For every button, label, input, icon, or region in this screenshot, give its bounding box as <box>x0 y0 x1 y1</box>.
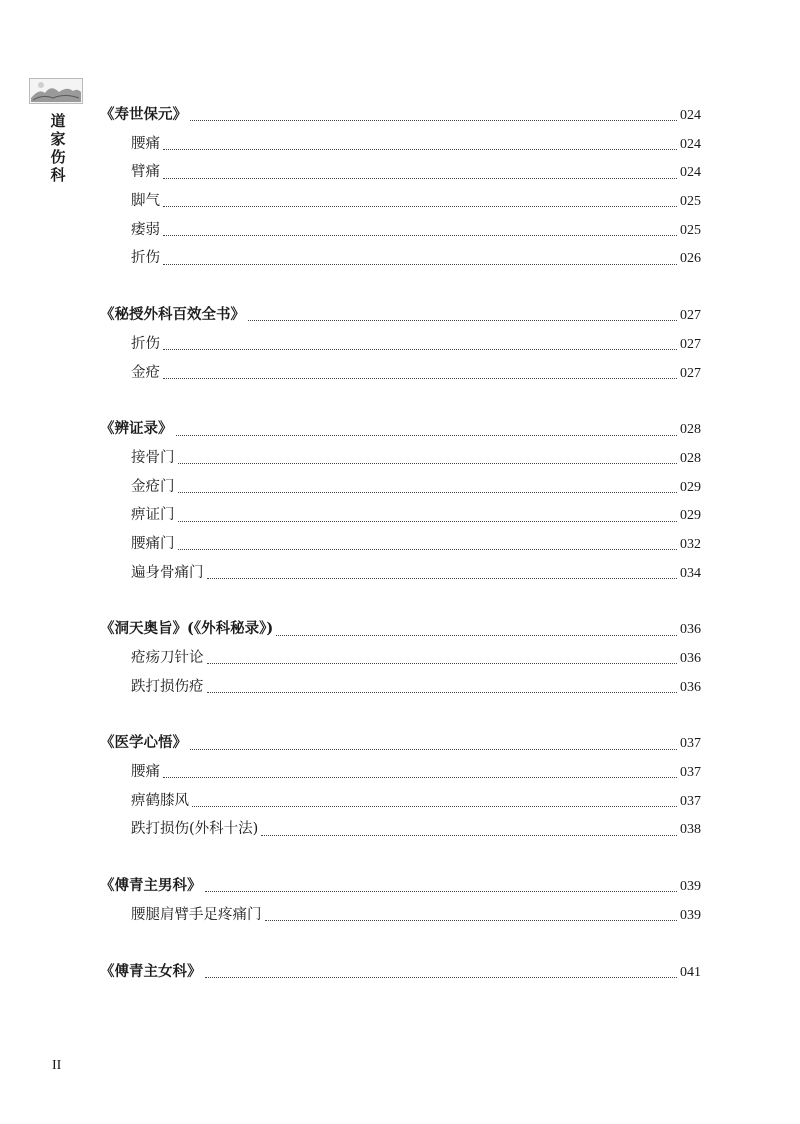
dot-leader <box>163 348 677 350</box>
page-number: 036 <box>680 651 701 666</box>
dot-leader <box>265 919 678 921</box>
page-number: 024 <box>680 108 701 123</box>
page-number: 036 <box>680 679 701 695</box>
section-title: 《洞天奥旨》(《外科秘录》) <box>100 620 274 638</box>
dot-leader <box>178 462 678 464</box>
toc-section-heading[interactable] <box>100 731 701 760</box>
page-number: 028 <box>680 450 701 466</box>
toc-entry[interactable] <box>100 475 701 504</box>
toc-entry[interactable] <box>100 789 701 818</box>
page-number: 038 <box>680 822 701 838</box>
landscape-emblem-icon <box>29 78 83 104</box>
section-title: 《傅青主男科》 <box>100 877 202 895</box>
dot-leader <box>190 119 677 121</box>
toc-entry[interactable] <box>100 218 701 247</box>
toc-entry[interactable] <box>100 532 701 561</box>
dot-leader <box>163 776 677 778</box>
dot-leader <box>163 263 677 265</box>
toc-entry[interactable] <box>100 903 701 932</box>
entry-label: 痿弱 <box>131 221 160 238</box>
toc-entry[interactable] <box>100 675 701 704</box>
page-number: 037 <box>680 736 701 752</box>
toc-entry[interactable] <box>100 189 701 218</box>
toc-section <box>100 417 701 589</box>
page-number: 037 <box>680 793 701 809</box>
table-of-contents <box>100 103 701 1016</box>
page-number: 034 <box>680 565 701 581</box>
page-number: 039 <box>680 907 701 923</box>
dot-leader <box>163 177 677 179</box>
dot-leader <box>207 577 678 579</box>
page-number: 029 <box>680 479 701 495</box>
toc-section-heading[interactable] <box>100 303 701 332</box>
toc-section <box>100 960 701 989</box>
entry-label: 疮疡刀针论 <box>131 650 204 666</box>
page-number: 036 <box>680 622 701 638</box>
title-char: 家 <box>50 130 66 148</box>
entry-label: 腰腿肩臂手足疼痛门 <box>131 906 262 923</box>
toc-entry[interactable] <box>100 503 701 532</box>
toc-section <box>100 731 701 846</box>
toc-section-heading[interactable] <box>100 617 701 646</box>
title-char: 道 <box>50 112 66 130</box>
section-title: 《秘授外科百效全书》 <box>100 306 245 324</box>
entry-label: 脚气 <box>131 193 160 210</box>
page-number: 041 <box>680 964 701 980</box>
toc-section-heading[interactable] <box>100 103 701 132</box>
page-number: 037 <box>680 765 701 781</box>
dot-leader <box>248 319 677 321</box>
page-number: 027 <box>680 308 701 324</box>
toc-entry[interactable] <box>100 561 701 590</box>
toc-section <box>100 617 701 703</box>
entry-label: 遍身骨痛门 <box>131 564 204 581</box>
toc-entry[interactable] <box>100 446 701 475</box>
toc-entry[interactable] <box>100 332 701 361</box>
page-number: 027 <box>680 365 701 381</box>
dot-leader <box>178 548 678 550</box>
page-number: 025 <box>680 194 701 210</box>
dot-leader <box>205 890 678 892</box>
dot-leader <box>276 634 677 636</box>
entry-label: 金疮 <box>131 364 160 381</box>
section-title: 《寿世保元》 <box>100 106 187 123</box>
dot-leader <box>163 205 677 207</box>
dot-leader <box>205 976 678 978</box>
page-number: 028 <box>680 422 701 438</box>
dot-leader <box>190 748 677 750</box>
dot-leader <box>176 434 678 436</box>
toc-entry[interactable] <box>100 132 701 161</box>
entry-label: 臂痛 <box>131 164 160 181</box>
dot-leader <box>207 691 678 693</box>
dot-leader <box>192 805 677 807</box>
toc-entry[interactable] <box>100 817 701 846</box>
dot-leader <box>207 662 678 664</box>
entry-label: 痹证门 <box>131 507 175 524</box>
toc-section <box>100 874 701 931</box>
entry-label: 跌打损伤(外科十法) <box>131 821 259 838</box>
section-title: 《医学心悟》 <box>100 734 187 752</box>
page-number: 025 <box>680 222 701 238</box>
entry-label: 折伤 <box>131 335 160 352</box>
toc-section <box>100 303 701 389</box>
page-number: 029 <box>680 508 701 524</box>
page-number: 032 <box>680 536 701 552</box>
toc-section <box>100 103 701 275</box>
section-title: 《傅青主女科》 <box>100 962 202 980</box>
entry-label: 腰痛 <box>131 764 160 781</box>
page-number: 024 <box>680 165 701 181</box>
entry-label: 金疮门 <box>131 478 175 495</box>
entry-label: 痹鹤膝风 <box>131 792 189 809</box>
toc-section-heading[interactable] <box>100 874 701 903</box>
toc-entry[interactable] <box>100 760 701 789</box>
toc-entry[interactable] <box>100 160 701 189</box>
title-char: 科 <box>50 166 66 184</box>
dot-leader <box>178 520 678 522</box>
page-number: 039 <box>680 879 701 895</box>
dot-leader <box>163 377 677 379</box>
dot-leader <box>163 148 677 150</box>
dot-leader <box>178 491 678 493</box>
page-folio: II <box>52 1058 62 1073</box>
vertical-book-title <box>46 112 70 184</box>
entry-label: 腰痛 <box>131 135 160 152</box>
toc-entry[interactable] <box>100 646 701 675</box>
entry-label: 折伤 <box>131 250 160 267</box>
toc-section-heading[interactable] <box>100 417 701 446</box>
entry-label: 接骨门 <box>131 449 175 466</box>
entry-label: 跌打损伤疮 <box>131 678 204 695</box>
toc-entry[interactable] <box>100 246 701 275</box>
dot-leader <box>163 234 677 236</box>
page-number: 024 <box>680 136 701 152</box>
entry-label: 腰痛门 <box>131 535 175 552</box>
toc-section-heading[interactable] <box>100 960 701 989</box>
page-number: 027 <box>680 336 701 352</box>
toc-entry[interactable] <box>100 361 701 390</box>
dot-leader <box>261 834 677 836</box>
title-char: 伤 <box>50 148 66 166</box>
section-title: 《辨证录》 <box>100 420 173 438</box>
page-number: 026 <box>680 251 701 267</box>
